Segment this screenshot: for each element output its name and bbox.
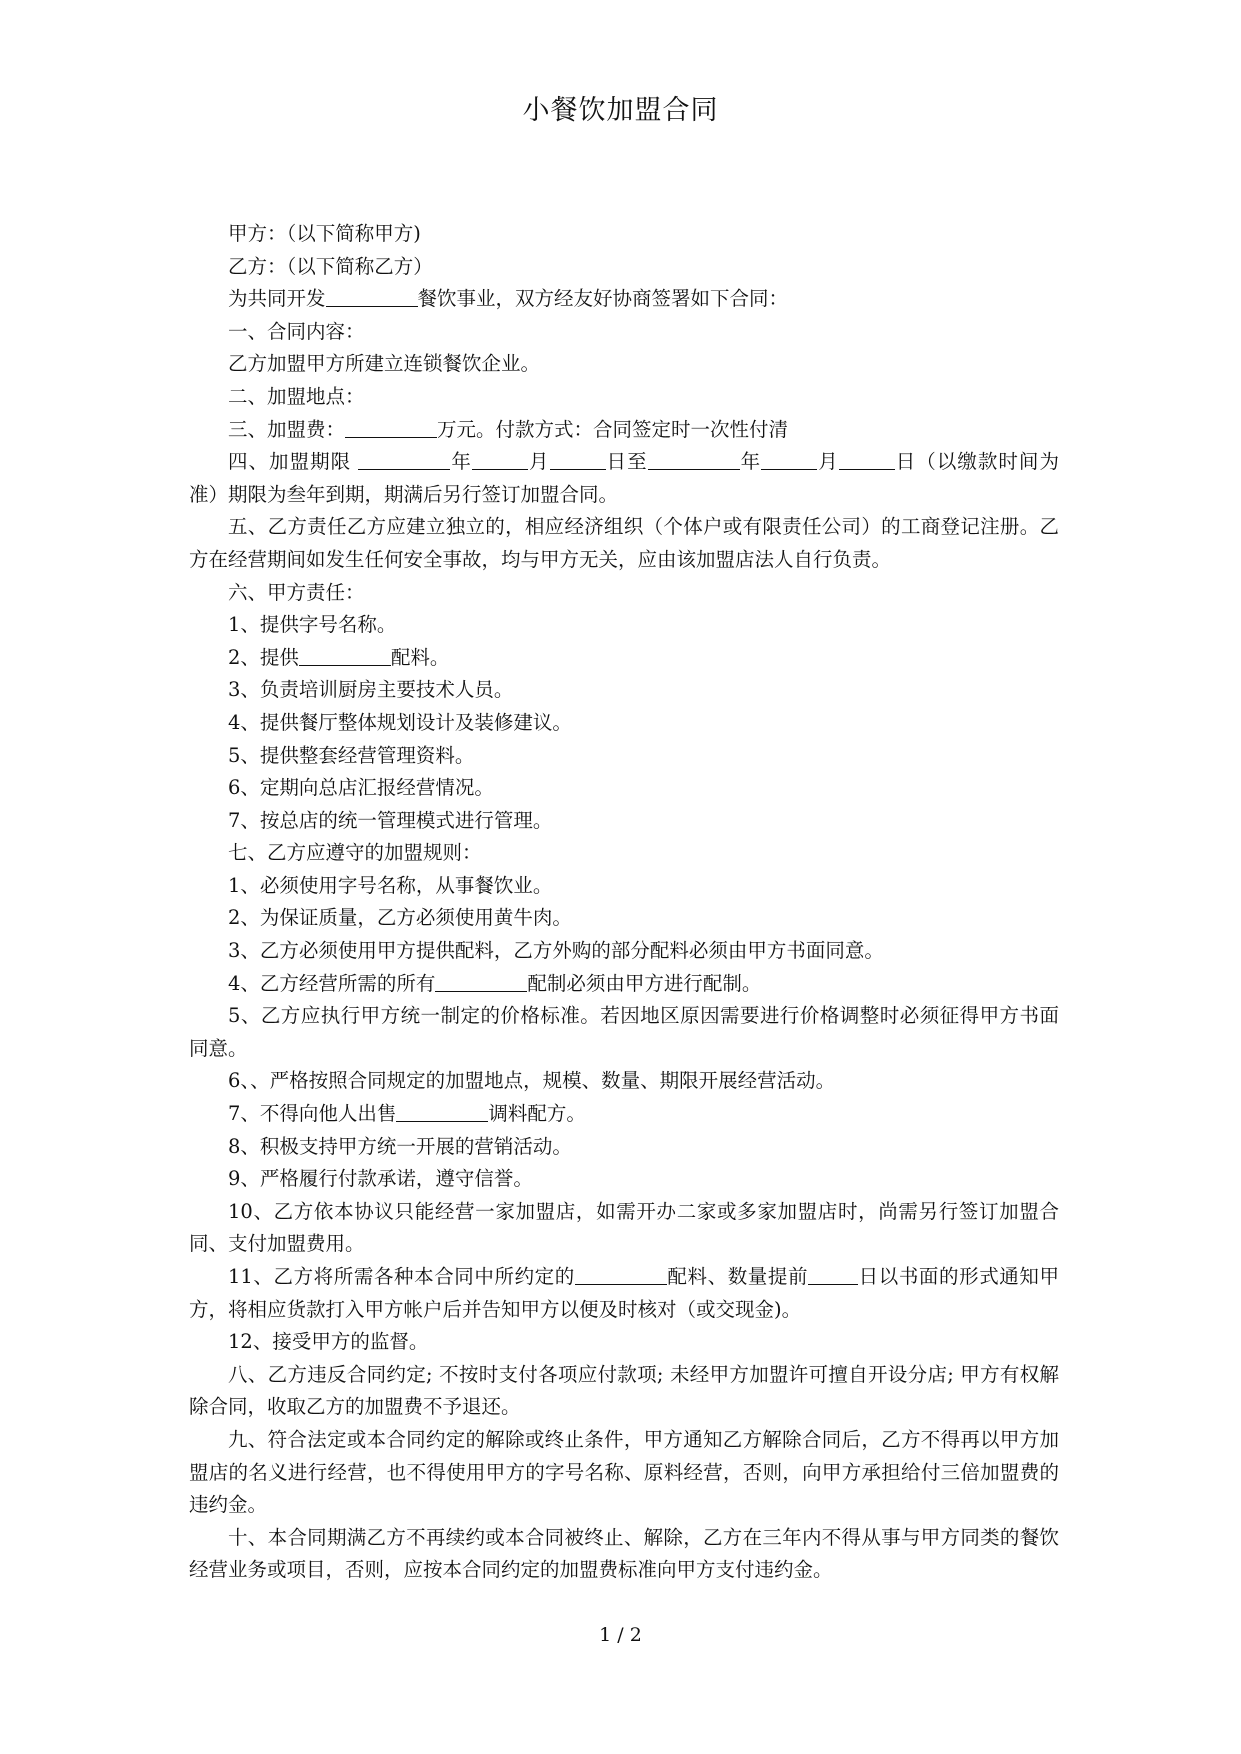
preamble: 为共同开发 餐饮事业，双方经友好协商签署如下合同： <box>228 287 789 311</box>
list-item: 1、必须使用字号名称，从事餐饮业。 <box>228 873 553 897</box>
party-b-line: 乙方：（以下简称乙方） <box>228 254 433 278</box>
list-item: 2、提供 配料。 <box>228 645 450 669</box>
blank-line <box>396 1101 488 1122</box>
paragraph: 十、本合同期满乙方不再续约或本合同被终止、解除，乙方在三年内不得从事与甲方同类的餐饮经营业务或项目，否则，应按本合同约定的加盟费标准向甲方支付违约金。 <box>189 1525 1059 1582</box>
blank-line <box>326 286 418 307</box>
list-item: 7、按总店的统一管理模式进行管理。 <box>228 808 553 832</box>
list-item: 2、为保证质量，乙方必须使用黄牛肉。 <box>228 906 572 930</box>
list-item: 9、严格履行付款承诺，遵守信誉。 <box>228 1167 533 1191</box>
section-heading: 六、甲方责任： <box>228 580 365 604</box>
list-item: 5、乙方应执行甲方统一制定的价格标准。若因地区原因需要进行价格调整时必须征得甲方书面同意。 <box>189 1004 1059 1060</box>
paragraph: 八、乙方违反合同约定; 不按时支付各项应付款项; 未经甲方加盟许可擅自开设分店; 甲方有权解除合同，收取乙方的加盟费不予退还。 <box>189 1362 1059 1419</box>
blank-line <box>575 1264 667 1285</box>
section-heading: 一、合同内容： <box>228 319 365 343</box>
blank-line <box>550 449 606 470</box>
document-title: 小餐饮加盟合同 <box>522 95 719 126</box>
blank-line <box>648 449 740 470</box>
section-heading: 七、乙方应遵守的加盟规则： <box>228 841 482 865</box>
list-item: 6、、严格按照合同规定的加盟地点，规模、数量、期限开展经营活动。 <box>228 1069 836 1093</box>
list-item: 4、提供餐厅整体规划设计及装修建议。 <box>228 710 572 734</box>
list-item: 6、定期向总店汇报经营情况。 <box>228 776 494 800</box>
blank-line <box>808 1264 858 1285</box>
list-item: 3、乙方必须使用甲方提供配料，乙方外购的部分配料必须由甲方书面同意。 <box>228 939 884 963</box>
party-a-line: 甲方：（以下简称甲方) <box>228 222 421 245</box>
list-item: 3、负责培训厨房主要技术人员。 <box>228 678 514 702</box>
blank-line <box>839 449 895 470</box>
paragraph: 五、乙方责任乙方应建立独立的，相应经济组织（个体户或有限责任公司）的工商登记注册。乙方在经营期间如发生任何安全事故，均与甲方无关，应由该加盟店法人自行负责。 <box>189 515 1059 571</box>
list-item: 7、不得向他人出售 调料配方。 <box>228 1102 586 1126</box>
blank-line <box>358 449 450 470</box>
contract-body <box>189 218 1059 1587</box>
list-item: 10、乙方依本协议只能经营一家加盟店，如需开办二家或多家加盟店时，尚需另行签订加盟合同、支付加盟费用。 <box>189 1199 1059 1256</box>
list-item: 5、提供整套经营管理资料。 <box>228 743 475 767</box>
franchise-term-line: 四、加盟期限 年 月 日至 年 月 日（以缴款时间为准）期限为叁年到期，期满后另行签订加盟合同。 <box>189 450 1059 506</box>
paragraph: 乙方加盟甲方所建立连锁餐饮企业。 <box>228 352 541 376</box>
blank-line <box>472 449 528 470</box>
blank-line <box>435 971 527 992</box>
list-item: 11、乙方将所需各种本合同中所约定的 配料、数量提前 日以书面的形式通知甲方，将相应货款打入甲方帐户后并告知甲方以便及时核对（或交现金)。 <box>189 1265 1059 1321</box>
list-item: 1、提供字号名称。 <box>228 613 397 637</box>
page-number: 1 / 2 <box>599 1624 642 1646</box>
list-item: 12、接受甲方的监督。 <box>228 1330 429 1354</box>
paragraph: 九、符合法定或本合同约定的解除或终止条件，甲方通知乙方解除合同后，乙方不得再以甲方加盟店的名义进行经营，也不得使用甲方的字号名称、原料经营，否则，向甲方承担给付三倍加盟费的违约金。 <box>189 1427 1059 1517</box>
section-heading: 二、加盟地点： <box>228 384 365 408</box>
blank-line <box>761 449 817 470</box>
blank-line <box>299 645 391 666</box>
franchise-fee-line: 三、加盟费： 万元。付款方式：合同签定时一次性付清 <box>228 417 789 441</box>
blank-line <box>345 417 437 438</box>
list-item: 4、乙方经营所需的所有 配制必须由甲方进行配制。 <box>228 971 762 995</box>
list-item: 8、积极支持甲方统一开展的营销活动。 <box>228 1134 572 1158</box>
